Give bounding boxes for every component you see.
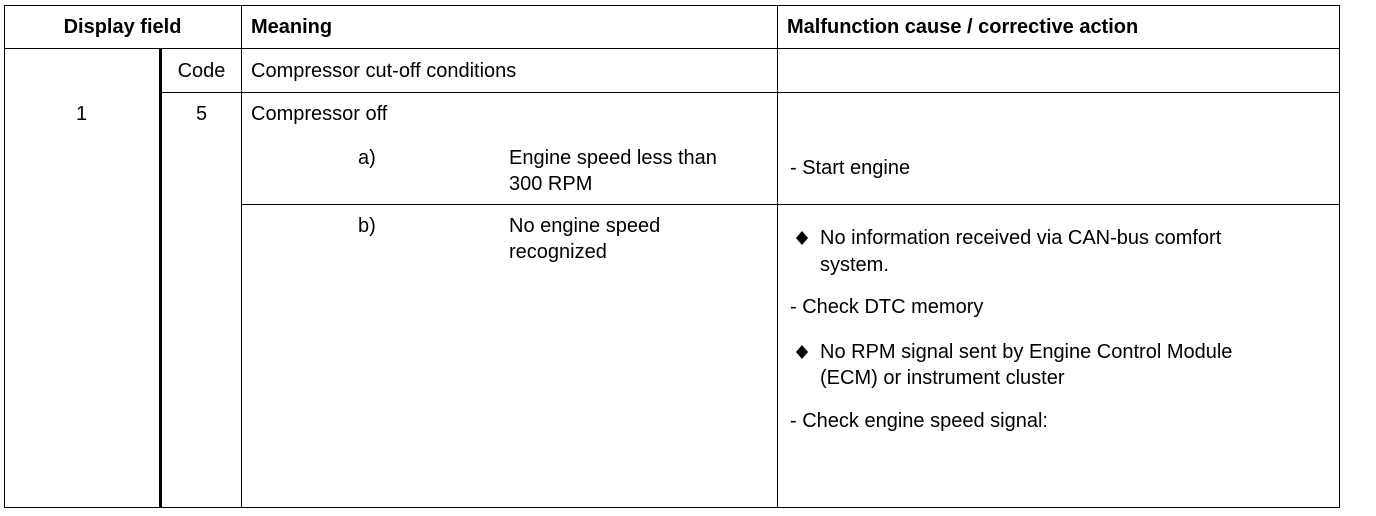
action-column-divider bbox=[777, 5, 778, 508]
check-dtc-action: - Check DTC memory bbox=[790, 296, 984, 318]
sub-b-description-line2: recognized bbox=[509, 241, 607, 263]
sub-a-description-line2: 300 RPM bbox=[509, 173, 593, 195]
rpm-signal-item-line1: No RPM signal sent by Engine Control Module bbox=[820, 341, 1233, 363]
table-border-top bbox=[4, 5, 1340, 6]
table-border-right bbox=[1339, 5, 1340, 508]
start-engine-action: - Start engine bbox=[790, 157, 911, 179]
header-malfunction-cause: Malfunction cause / corrective action bbox=[787, 16, 1139, 38]
header-meaning: Meaning bbox=[251, 16, 333, 38]
header-divider bbox=[4, 48, 1340, 49]
code-label: Code bbox=[177, 60, 226, 82]
display-field-number: 1 bbox=[75, 103, 88, 125]
code-value: 5 bbox=[195, 103, 208, 125]
table-border-left bbox=[4, 5, 5, 508]
sub-b-label: b) bbox=[358, 215, 376, 237]
rpm-signal-item-line2: (ECM) or instrument cluster bbox=[820, 367, 1065, 389]
cut-off-conditions-label: Compressor cut-off conditions bbox=[251, 60, 517, 82]
diamond-bullet-icon bbox=[795, 344, 809, 360]
meaning-column-divider bbox=[241, 5, 242, 508]
table-border-bottom bbox=[4, 507, 1340, 508]
code-row-divider bbox=[160, 92, 1340, 93]
header-display-field: Display field bbox=[63, 16, 182, 38]
sub-a-description-line1: Engine speed less than bbox=[509, 147, 717, 169]
compressor-off-label: Compressor off bbox=[251, 103, 388, 125]
can-bus-item-line2: system. bbox=[820, 254, 889, 276]
sub-a-label: a) bbox=[358, 147, 376, 169]
can-bus-item-line1: No information received via CAN-bus comfort bbox=[820, 227, 1222, 249]
sub-a-divider bbox=[241, 204, 1340, 205]
check-engine-speed-action: - Check engine speed signal: bbox=[790, 410, 1048, 432]
sub-b-description-line1: No engine speed bbox=[509, 215, 661, 237]
diamond-bullet-icon bbox=[795, 230, 809, 246]
